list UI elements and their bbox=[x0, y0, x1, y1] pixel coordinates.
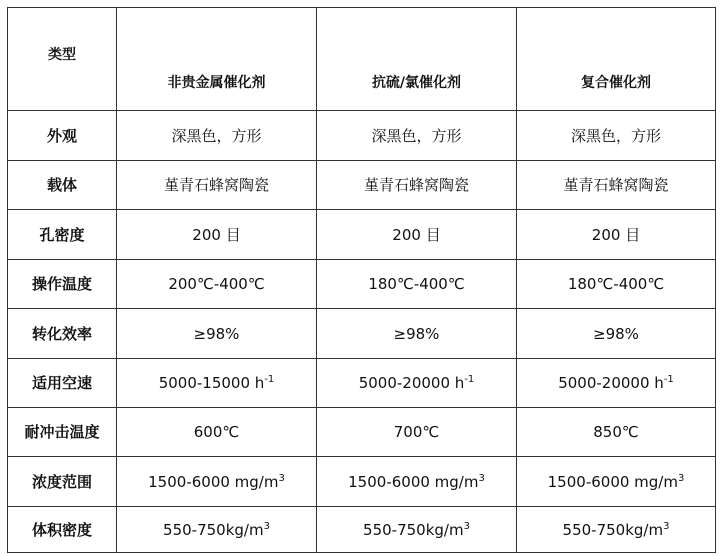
superscript: -1 bbox=[663, 374, 674, 385]
row-label: 载体 bbox=[8, 161, 117, 210]
table-cell: ≥98% bbox=[117, 309, 317, 359]
row-label: 转化效率 bbox=[8, 309, 117, 359]
superscript: -1 bbox=[464, 374, 475, 385]
table-cell: 180℃-400℃ bbox=[517, 260, 716, 309]
table-cell: 堇青石蜂窝陶瓷 bbox=[117, 161, 317, 210]
table-cell: 深黑色，方形 bbox=[117, 111, 317, 161]
table-cell: 堇青石蜂窝陶瓷 bbox=[317, 161, 517, 210]
table-row-concentration-range bbox=[8, 457, 716, 507]
table-cell: 深黑色，方形 bbox=[517, 111, 716, 161]
table-row-bulk-density bbox=[8, 507, 716, 553]
table-cell bbox=[517, 359, 716, 408]
table-cell bbox=[317, 359, 517, 408]
header-sulfur-chlorine-resistant: 抗硫/氯催化剂 bbox=[317, 8, 517, 111]
table-cell: 深黑色，方形 bbox=[317, 111, 517, 161]
table-cell: 200℃-400℃ bbox=[117, 260, 317, 309]
cell-value: 550-750kg/m bbox=[562, 520, 664, 539]
header-non-precious-metal: 非贵金属催化剂 bbox=[117, 8, 317, 111]
table-row-conversion-efficiency bbox=[8, 309, 716, 359]
table-cell bbox=[517, 507, 716, 553]
superscript: 3 bbox=[263, 520, 270, 532]
superscript: 3 bbox=[278, 472, 285, 484]
table-cell: ≥98% bbox=[317, 309, 517, 359]
table-cell bbox=[317, 457, 517, 507]
cell-value: 550-750kg/m bbox=[163, 520, 264, 539]
cell-value: 550-750kg/m bbox=[363, 520, 464, 539]
table-cell: 堇青石蜂窝陶瓷 bbox=[517, 161, 716, 210]
cell-value: 1500-6000 mg/m bbox=[547, 472, 678, 491]
superscript: -1 bbox=[264, 374, 275, 385]
table-row-operating-temperature bbox=[8, 260, 716, 309]
row-label: 浓度范围 bbox=[8, 457, 117, 507]
table-cell bbox=[517, 457, 716, 507]
table-row-carrier bbox=[8, 161, 716, 210]
table-cell: 180℃-400℃ bbox=[317, 260, 517, 309]
table-cell: 700℃ bbox=[317, 408, 517, 457]
table-cell bbox=[317, 507, 517, 553]
catalyst-spec-table bbox=[7, 7, 716, 553]
superscript: 3 bbox=[663, 520, 670, 532]
row-label: 体积密度 bbox=[8, 507, 117, 553]
table-cell bbox=[117, 457, 317, 507]
table-row-space-velocity bbox=[8, 359, 716, 408]
header-composite: 复合催化剂 bbox=[517, 8, 716, 111]
cell-value: 1500-6000 mg/m bbox=[148, 472, 279, 491]
row-label: 耐冲击温度 bbox=[8, 408, 117, 457]
table-cell bbox=[117, 359, 317, 408]
table-cell: 200 目 bbox=[317, 210, 517, 260]
table-cell: 200 目 bbox=[117, 210, 317, 260]
row-label: 孔密度 bbox=[8, 210, 117, 260]
table-cell: ≥98% bbox=[517, 309, 716, 359]
cell-value: 5000-15000 h bbox=[158, 374, 265, 392]
table-cell: 200 目 bbox=[517, 210, 716, 260]
cell-value: 1500-6000 mg/m bbox=[348, 472, 479, 491]
table-cell: 600℃ bbox=[117, 408, 317, 457]
cell-value: 5000-20000 h bbox=[358, 374, 465, 392]
table-row-cell-density bbox=[8, 210, 716, 260]
table-cell bbox=[117, 507, 317, 553]
table-row-appearance bbox=[8, 111, 716, 161]
superscript: 3 bbox=[677, 472, 685, 484]
table-cell: 850℃ bbox=[517, 408, 716, 457]
table-row-impact-temperature bbox=[8, 408, 716, 457]
table-header-row bbox=[8, 8, 716, 111]
row-label: 操作温度 bbox=[8, 260, 117, 309]
superscript: 3 bbox=[478, 472, 485, 484]
superscript: 3 bbox=[463, 520, 470, 532]
row-label: 外观 bbox=[8, 111, 117, 161]
cell-value: 5000-20000 h bbox=[558, 374, 664, 392]
header-type: 类型 bbox=[8, 8, 117, 111]
row-label: 适用空速 bbox=[8, 359, 117, 408]
